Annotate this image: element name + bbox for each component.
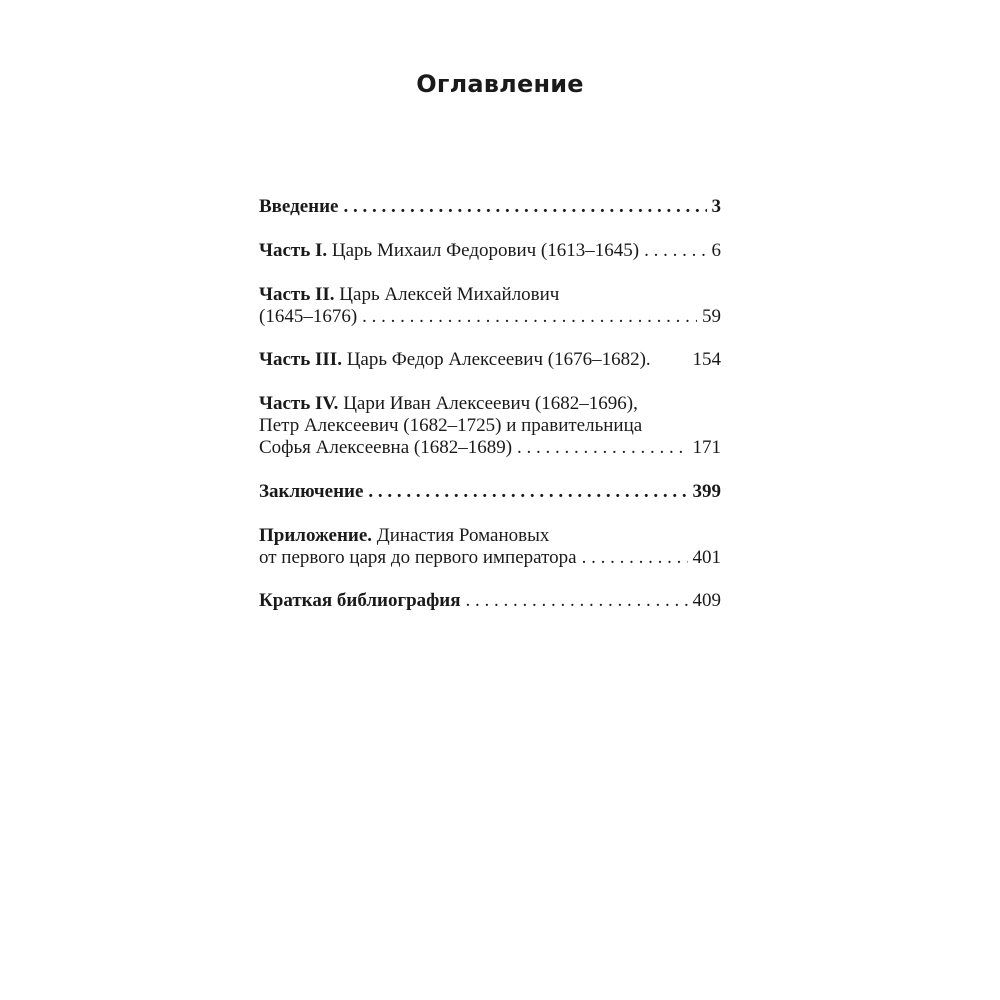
dot-leader: [512, 437, 687, 459]
toc-entry-title-line-1: Царь Алексей Михайлович: [339, 284, 560, 305]
toc-entry-introduction[interactable]: [259, 196, 721, 218]
toc-entry-title-line-2: (1645–1676): [259, 306, 358, 327]
toc-entry-title-line-3: Софья Алексеевна (1682–1689): [259, 437, 513, 458]
dot-leader: [577, 547, 688, 569]
dot-leader: [339, 196, 707, 218]
toc-entry-label: Краткая библиография: [259, 590, 461, 611]
dot-leader: [357, 306, 697, 328]
toc-entry-part-1[interactable]: [259, 240, 721, 262]
toc-entry-label: Введение: [259, 196, 339, 217]
toc-page-number: 6: [711, 240, 721, 261]
toc-page-number: 59: [702, 306, 721, 327]
toc-page-number: 401: [692, 547, 721, 568]
toc-entry-title-line-2: Петр Алексеевич (1682–1725) и правительница: [259, 415, 643, 436]
dot-leader: [363, 481, 687, 503]
dot-leader: [461, 590, 688, 612]
toc-page-number: 154: [692, 349, 721, 370]
toc-entry-label: Заключение: [259, 481, 364, 502]
dot-leader: [639, 240, 706, 262]
toc-entry-label: Часть I.: [259, 240, 328, 261]
toc-entry-conclusion[interactable]: [259, 481, 721, 503]
page-title: Оглавление: [416, 70, 584, 98]
toc-entry-label: Часть IV.: [259, 393, 339, 414]
toc-entry-title-line-2: от первого царя до первого императора: [259, 547, 577, 568]
toc-page-number: 399: [692, 481, 721, 502]
toc-entry-label: Часть II.: [259, 284, 335, 305]
toc-entry-title: Царь Федор Алексеевич (1676–1682).: [346, 349, 651, 370]
toc-entry-title-line-1: Цари Иван Алексеевич (1682–1696),: [343, 393, 638, 414]
toc-entry-title-line-1: Династия Романовых: [376, 525, 550, 546]
toc-entry-part-2[interactable]: [259, 284, 721, 328]
toc-page-number: 3: [711, 196, 721, 217]
toc-entry-label: Приложение.: [259, 525, 373, 546]
toc-entry-appendix[interactable]: [259, 525, 721, 569]
toc-page-number: 409: [692, 590, 721, 611]
toc-entry-part-4[interactable]: [259, 393, 721, 459]
toc-page-number: 171: [692, 437, 721, 458]
toc-entry-label: Часть III.: [259, 349, 342, 370]
toc-entry-bibliography[interactable]: [259, 590, 721, 612]
toc-entry-title: Царь Михаил Федорович (1613–1645): [331, 240, 640, 261]
toc-entry-part-3[interactable]: [259, 349, 721, 371]
